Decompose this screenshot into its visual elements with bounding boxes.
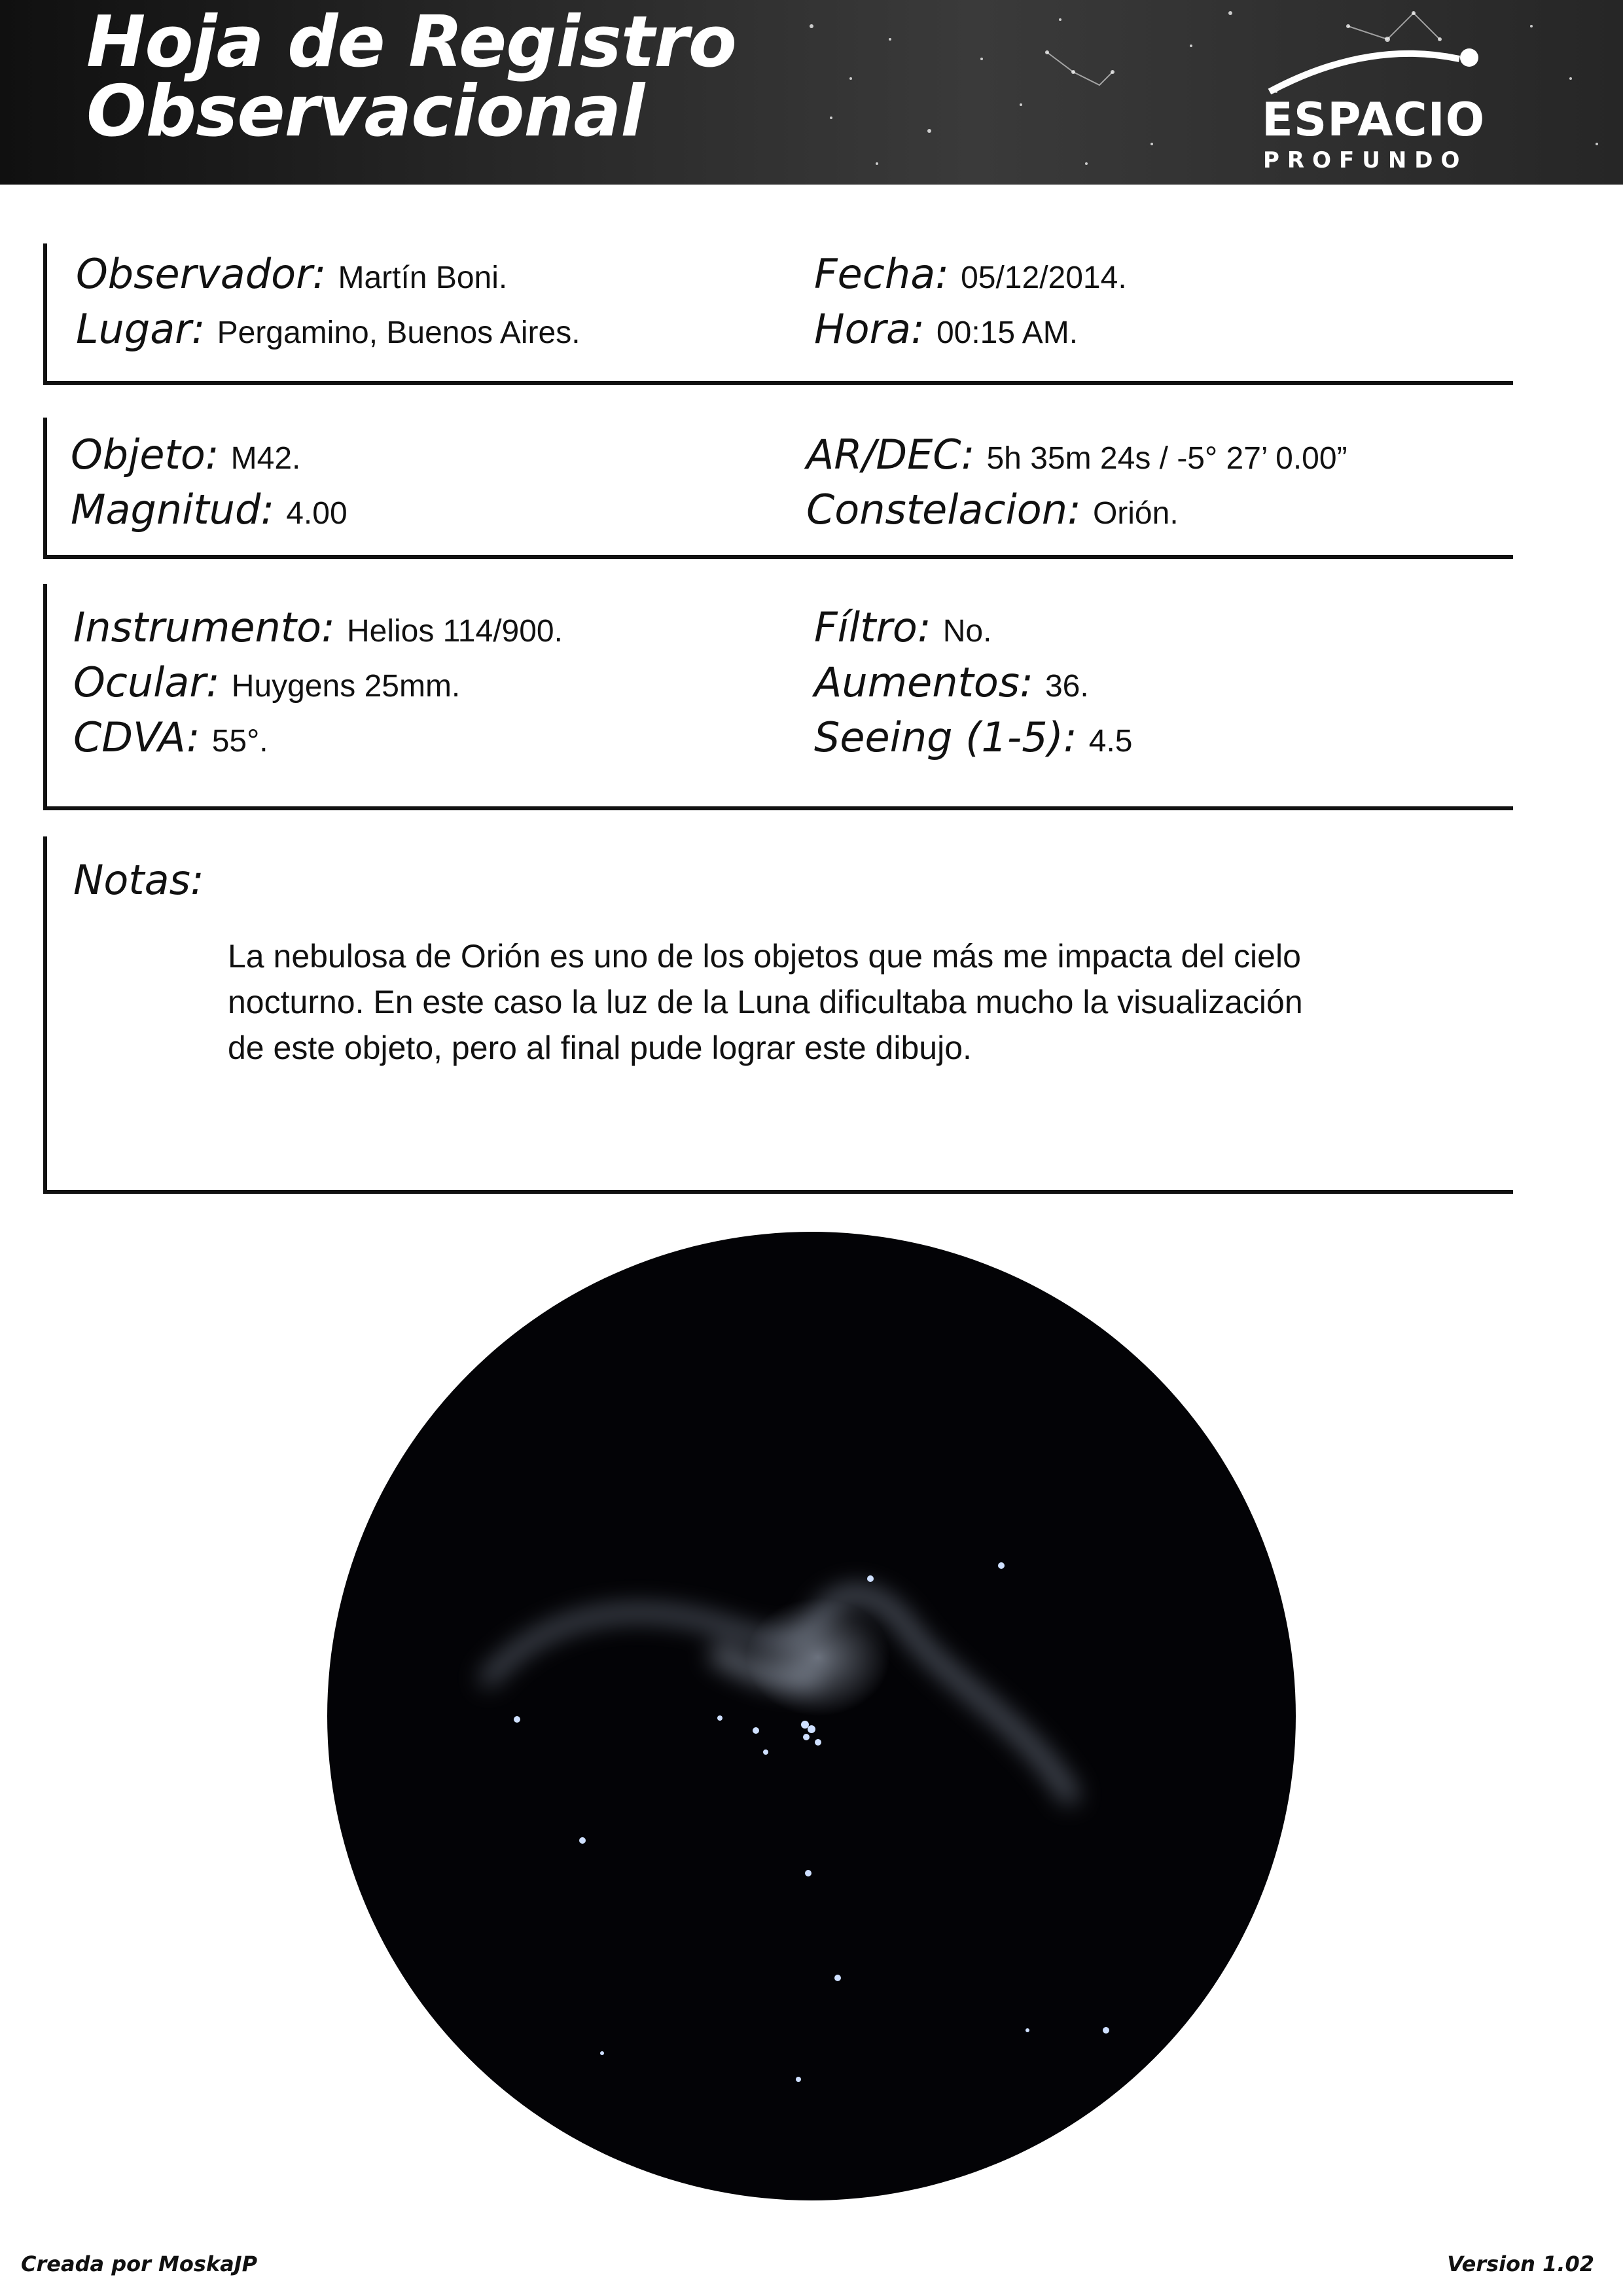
fecha-value: 05/12/2014. [961, 260, 1127, 295]
title-line-2: Observacional [86, 71, 645, 152]
aumentos-value: 36. [1044, 669, 1089, 704]
star [815, 1739, 821, 1746]
equipment-info-box [43, 584, 1513, 810]
logo-arc-icon [1243, 33, 1505, 98]
star [803, 1734, 810, 1740]
cdva-label: CDVA: [73, 713, 200, 761]
title-line-1: Hoja de Registro [86, 1, 736, 83]
aumentos-label: Aumentos: [814, 658, 1033, 706]
objeto-label: Objeto: [71, 431, 219, 478]
seeing-row [814, 713, 1133, 761]
logo-text-espacio: ESPACIO [1262, 93, 1486, 147]
observador-value: Martín Boni. [338, 260, 508, 295]
magnitud-row [71, 486, 348, 533]
observador-row [76, 250, 507, 298]
ocular-row [73, 658, 460, 706]
footer-credit: Creada por MoskaJP [21, 2251, 258, 2276]
cdva-row [73, 713, 268, 761]
filtro-row [814, 603, 991, 651]
notes-label: Notas: [73, 856, 204, 904]
hora-label: Hora: [814, 305, 925, 353]
filtro-label: Fíltro: [814, 603, 931, 651]
ocular-label: Ocular: [73, 658, 220, 706]
instrumento-label: Instrumento: [73, 603, 335, 651]
ardec-label: AR/DEC: [806, 431, 975, 478]
observador-label: Observador: [76, 250, 327, 298]
star [514, 1716, 520, 1723]
logo-text-profundo: PROFUNDO [1263, 147, 1468, 173]
instrumento-row [73, 603, 563, 651]
hora-value: 00:15 AM. [936, 315, 1079, 350]
m42-sketch-eyepiece-view [321, 1225, 1302, 2207]
lugar-row [76, 305, 580, 353]
cdva-value: 55°. [211, 724, 268, 759]
star [600, 2051, 604, 2055]
seeing-value: 4.5 [1088, 724, 1133, 759]
constelacion-value: Orión. [1092, 496, 1179, 531]
fecha-row [814, 250, 1127, 298]
star [805, 1870, 812, 1876]
header-banner [0, 0, 1623, 185]
object-info-box [43, 418, 1513, 559]
notes-line-2: nocturno. En este caso la luz de la Luna dificultaba mucho la visualización [228, 984, 1303, 1020]
star [796, 2077, 801, 2082]
ocular-value: Huygens 25mm. [231, 669, 461, 704]
aumentos-row [814, 658, 1089, 706]
star [753, 1727, 759, 1734]
seeing-label: Seeing (1-5): [814, 713, 1077, 761]
ardec-value: 5h 35m 24s / -5° 27’ 0.00” [986, 441, 1347, 476]
lugar-value: Pergamino, Buenos Aires. [217, 315, 580, 350]
notes-box [43, 836, 1513, 1194]
star [1026, 2028, 1029, 2032]
nebula-core-glow [746, 1598, 890, 1716]
constelacion-label: Constelacion: [806, 486, 1081, 533]
instrumento-value: Helios 114/900. [346, 614, 563, 649]
ardec-row [806, 431, 1347, 478]
objeto-value: M42. [230, 441, 301, 476]
magnitud-label: Magnitud: [71, 486, 275, 533]
fecha-label: Fecha: [814, 250, 950, 298]
document-title [86, 1, 736, 152]
observer-info-box [43, 243, 1513, 385]
lugar-label: Lugar: [76, 305, 205, 353]
notes-text [228, 933, 1471, 1071]
sky-field-circle [327, 1232, 1296, 2200]
objeto-row [71, 431, 300, 478]
star [763, 1749, 768, 1755]
notes-line-1: La nebulosa de Orión es uno de los objetos que más me impacta del cielo [228, 938, 1301, 975]
footer-version: Version 1.02 [1447, 2251, 1594, 2276]
star [801, 1721, 809, 1729]
star [867, 1575, 874, 1582]
star [579, 1837, 586, 1844]
espacio-profundo-logo [1243, 33, 1505, 177]
star [998, 1562, 1005, 1569]
constelacion-row [806, 486, 1179, 533]
hora-row [814, 305, 1078, 353]
star [834, 1975, 841, 1981]
filtro-value: No. [942, 614, 992, 649]
star [717, 1715, 722, 1721]
star [808, 1725, 815, 1733]
star [1103, 2027, 1109, 2034]
notes-line-3: de este objeto, pero al final pude lograr este dibujo. [228, 1030, 972, 1066]
magnitud-value: 4.00 [286, 496, 348, 531]
